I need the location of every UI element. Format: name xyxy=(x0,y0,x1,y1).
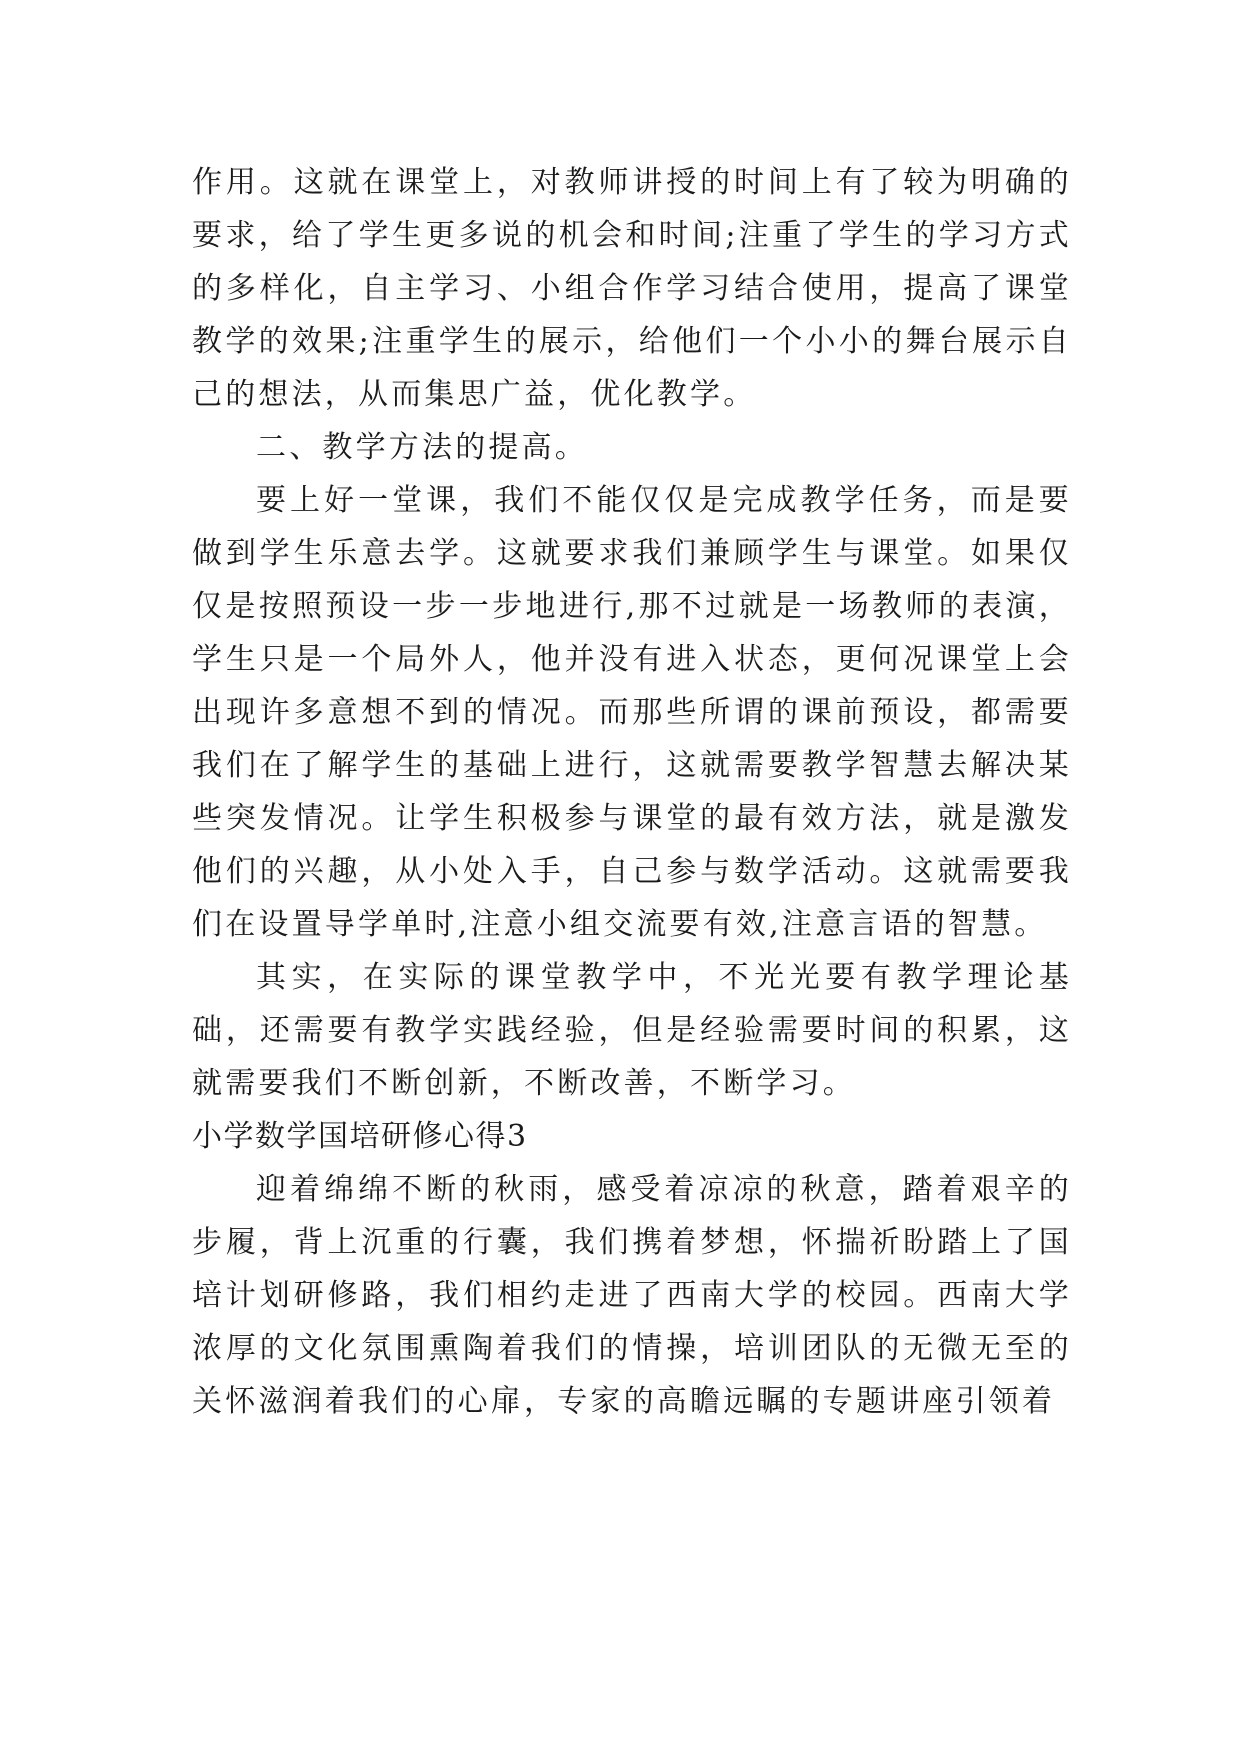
paragraph-3: 要上好一堂课，我们不能仅仅是完成教学任务，而是要做到学生乐意去学。这就要求我们兼顾学生与课堂。如果仅仅是按照预设一步一步地进行,那不过就是一场教师的表演，学生只是一个局外人，他并没有进入状态，更何况课堂上会出现许多意想不到的情况。而那些所谓的课前预设，都需要我们在了解学生的基础上进行，这就需要教学智慧去解决某些突发情况。让学生积极参与课堂的最有效方法，就是激发他们的兴趣，从小处入手，自己参与数学活动。这就需要我们在设置导学单时,注意小组交流要有效,注意言语的智慧。 xyxy=(192,483,1072,942)
paragraph-2-subheading: 二、教学方法的提高。 xyxy=(256,430,588,465)
document-body xyxy=(192,156,1072,1428)
paragraph-1: 作用。这就在课堂上，对教师讲授的时间上有了较为明确的要求，给了学生更多说的机会和时间;注重了学生的学习方式的多样化，自主学习、小组合作学习结合使用，提高了课堂教学的效果;注重学生的展示，给他们一个小小的舞台展示自己的想法，从而集思广益，优化教学。 xyxy=(192,165,1072,412)
paragraph-4: 其实，在实际的课堂教学中，不光光要有教学理论基础，还需要有教学实践经验，但是经验需要时间的积累，这就需要我们不断创新，不断改善，不断学习。 xyxy=(192,960,1072,1101)
paragraph-5: 迎着绵绵不断的秋雨，感受着凉凉的秋意，踏着艰辛的步履，背上沉重的行囊，我们携着梦想，怀揣祈盼踏上了国培计划研修路，我们相约走进了西南大学的校园。西南大学浓厚的文化氛围熏陶着我们的情操，培训团队的无微无至的关怀滋润着我们的心扉，专家的高瞻远瞩的专题讲座引领着 xyxy=(192,1172,1072,1419)
section-heading: 小学数学国培研修心得3 xyxy=(192,1119,528,1154)
